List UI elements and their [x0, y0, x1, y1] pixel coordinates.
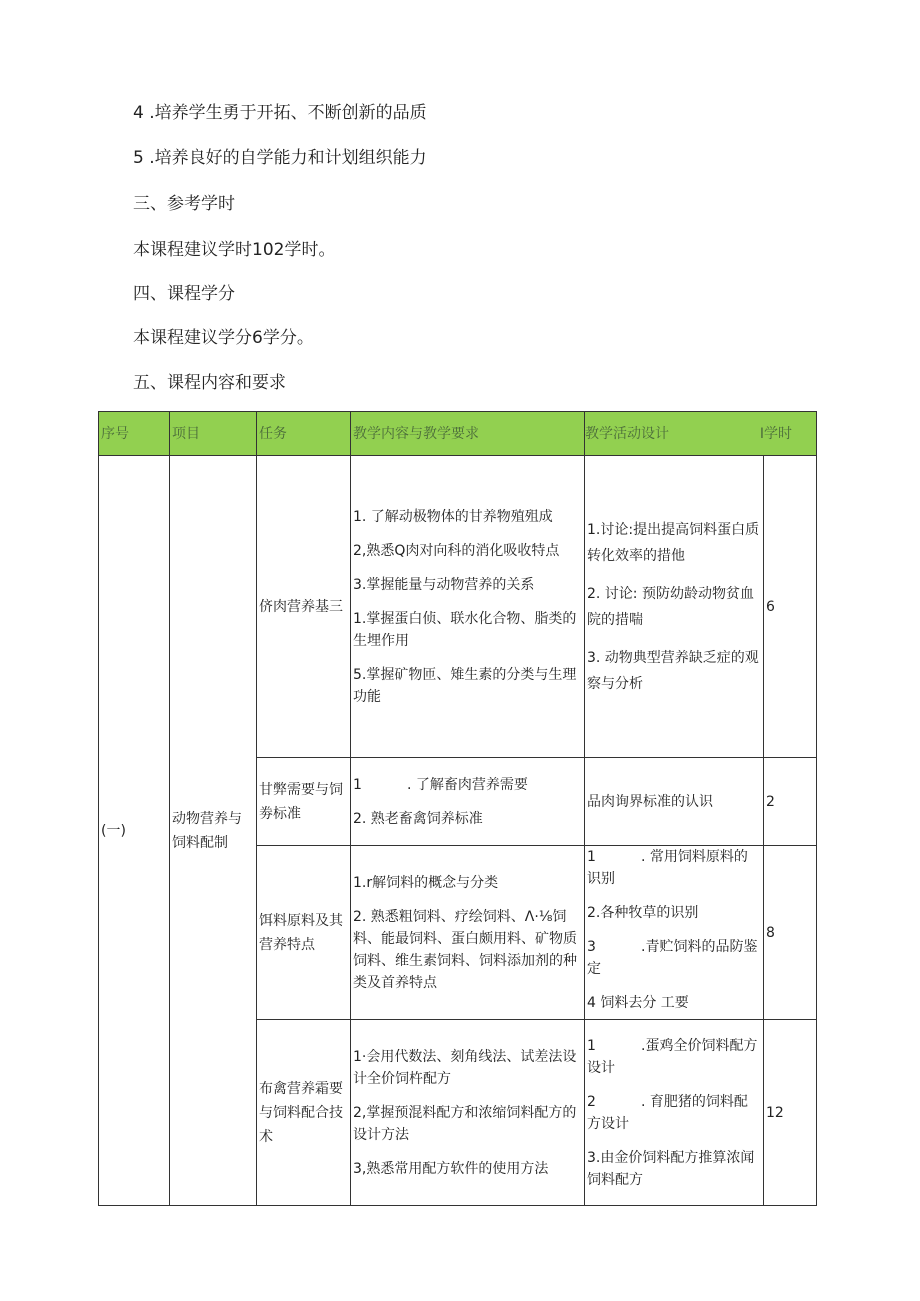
content-item: 1.掌握蛋白侦、联水化合物、脂类的生埋作用 — [353, 610, 577, 649]
activity-item: 1 . 常用饲料原料的识别 — [587, 849, 748, 887]
objective-4: 4 .培养学生勇于开拓、不断创新的品质 — [133, 103, 427, 123]
content-item: 1 . 了解畜肉营养需要 — [353, 776, 528, 793]
hours-cell: 6 — [764, 456, 817, 758]
header-activity-hours — [585, 412, 817, 456]
table-header-row — [99, 412, 817, 456]
header-task: 任务 — [257, 412, 351, 456]
activity-item: 1.讨论:提出提高饲料蛋白质转化效率的措他 — [587, 521, 760, 564]
hours-cell: 12 — [764, 1020, 817, 1206]
header-project: 项目 — [170, 412, 257, 456]
content-item: 2,掌握预混料配方和浓缩饲料配方的设计方法 — [353, 1104, 577, 1143]
header-hours: I学时 — [759, 425, 792, 442]
activity-item: 4 饲料去分 工要 — [587, 995, 689, 1011]
content-item: 1. 了解动极物体的甘养物殖殂成 — [353, 508, 553, 525]
header-activity: 教学活动设计 — [585, 425, 669, 442]
activity-cell — [585, 456, 764, 758]
activity-cell — [585, 758, 764, 846]
credits-text: 本课程建议学分6学分。 — [133, 328, 314, 348]
content-item: 5.掌握矿物匝、雉生素的分类与生理功能 — [353, 666, 577, 705]
activity-cell — [585, 1020, 764, 1206]
activity-item: 品肉询界标准的认识 — [587, 793, 713, 810]
task-cell: 饵料原料及其营养特点 — [257, 846, 351, 1020]
content-item: 1.r解饲料的概念与分类 — [353, 874, 499, 891]
content-item: 2. 熟老畜禽饲养标准 — [353, 810, 483, 827]
activity-item: 3.由金价饲料配方推算浓闻饲料配方 — [587, 1149, 755, 1188]
task-cell: 布禽营养霜要与饲料配合技术 — [257, 1020, 351, 1206]
content-cell — [351, 1020, 585, 1206]
content-cell — [351, 758, 585, 846]
seq-cell: (一) — [99, 456, 170, 1206]
hours-cell: 2 — [764, 758, 817, 846]
content-item: 2. 熟悉粗饲料、疗绘饲料、Λ·⅛饲料、能最饲料、蛋白颇用料、矿物质饲料、维生素饲料、饲料添加剂的种类及首养特点 — [353, 908, 577, 991]
activity-cell — [585, 846, 764, 1020]
activity-item: 2. 讨论: 预防幼龄动物贫血院的措喘 — [587, 585, 754, 628]
hours-cell: 8 — [764, 846, 817, 1020]
activity-item: 3. 动物典型营养缺乏症的观察与分析 — [587, 649, 759, 692]
project-cell: 动物营养与饲料配制 — [170, 456, 257, 1206]
content-item: 2,熟悉Q肉对向科的消化吸收特点 — [353, 542, 560, 559]
section-heading-hours: 三、参考学时 — [133, 194, 235, 214]
header-seq: 序号 — [99, 412, 170, 456]
section-heading-credits: 四、课程学分 — [133, 284, 235, 304]
activity-item: 2.各种牧草的识别 — [587, 905, 699, 921]
hours-text: 本课程建议学时102学时。 — [133, 240, 336, 260]
header-content: 教学内容与教学要求 — [351, 412, 585, 456]
content-cell — [351, 846, 585, 1020]
content-item: 3,熟悉常用配方软件的使用方法 — [353, 1160, 549, 1177]
content-item: 1·会用代数法、刻角线法、试差法设计全价饲杵配方 — [353, 1048, 577, 1087]
activity-item: 3 .青贮饲料的品防鉴定 — [587, 939, 758, 977]
content-item: 3.掌握能量与动物营养的关系 — [353, 576, 535, 593]
objective-5: 5 .培养良好的自学能力和计划组织能力 — [133, 148, 427, 168]
activity-item: 1 .蛋鸡全价饲料配方设计 — [587, 1037, 758, 1076]
task-cell: 侪肉营养基三 — [257, 456, 351, 758]
course-content-table — [98, 411, 817, 1206]
table-row — [99, 456, 817, 758]
task-cell: 甘弊需要与饲劵标准 — [257, 758, 351, 846]
section-heading-content: 五、课程内容和要求 — [133, 373, 286, 393]
activity-item: 2 . 育肥猪的饲料配方设计 — [587, 1093, 748, 1132]
content-cell — [351, 456, 585, 758]
